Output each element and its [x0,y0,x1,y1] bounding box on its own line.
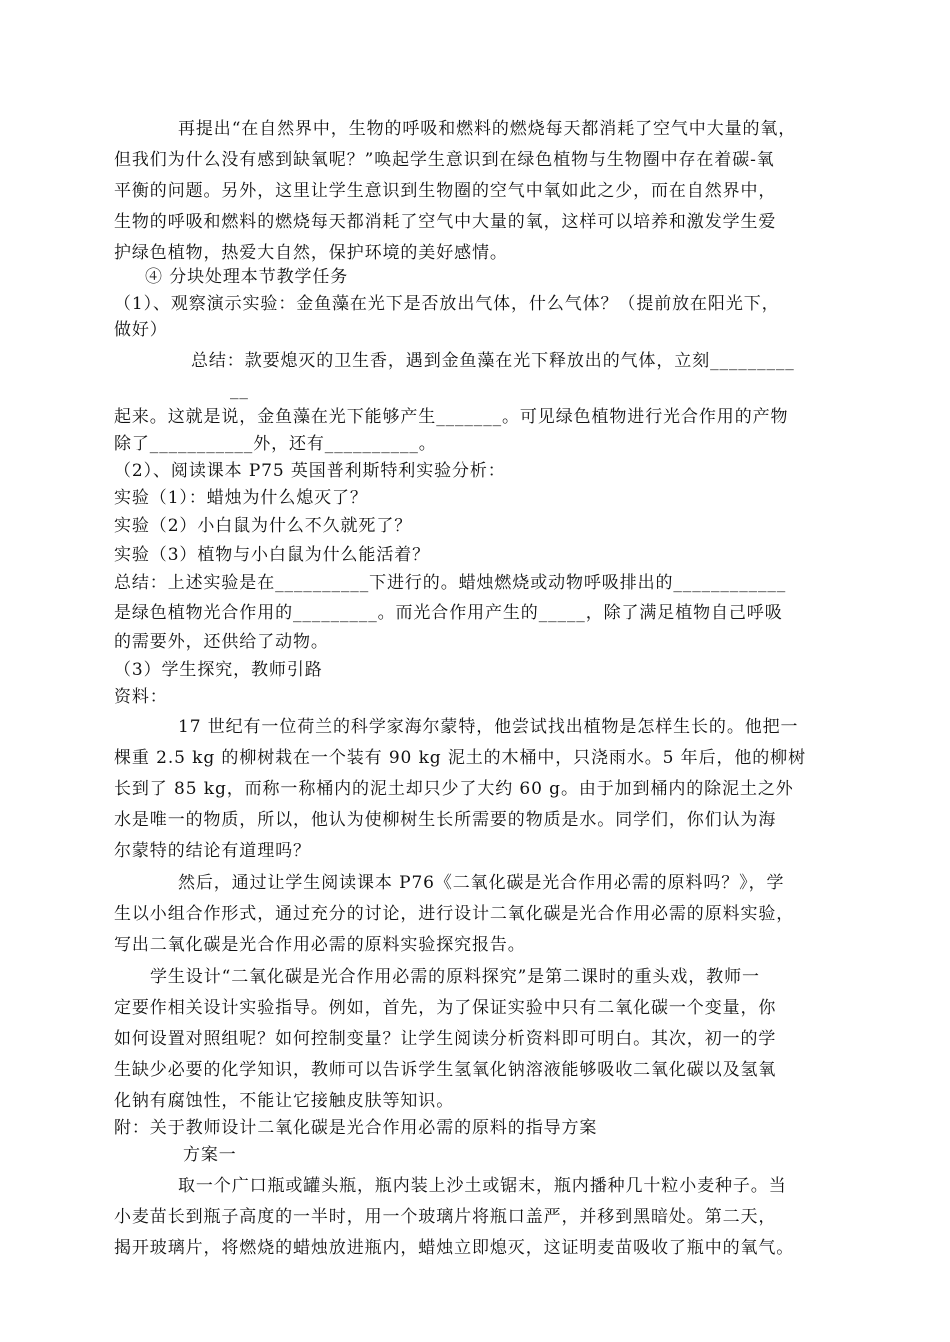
text-line: 护绿色植物，热爱大自然，保护环境的美好感情。 [114,243,508,263]
fill-blank-line: 总结：款要熄灭的卫生香，遇到金鱼藻在光下释放出的气体，立刻_________ [191,351,795,371]
text-line: 但我们为什么没有感到缺氧呢？”唤起学生意识到在绿色植物与生物圈中存在着碳-氧 [114,150,775,170]
text-line: 实验（3）植物与小白鼠为什么能活着？ [114,545,431,565]
text-line: 平衡的问题。另外，这里让学生意识到生物圈的空气中氧如此之少，而在自然界中， [114,181,777,201]
text-line: 揭开玻璃片，将燃烧的蜡烛放进瓶内，蜡烛立即熄灭，这证明麦苗吸收了瓶中的氧气。 [114,1238,795,1258]
text-line: 取一个广口瓶或罐头瓶，瓶内装上沙土或锯末，瓶内播种几十粒小麦种子。当 [178,1176,787,1196]
text-line: 然后，通过让学生阅读课本 P76《二氧化碳是光合作用必需的原料吗？》，学 [178,873,785,893]
text-line: 实验（1）：蜡烛为什么熄灭了？ [114,488,368,508]
fill-blank-line: __ [230,380,249,400]
section-heading: 方案一 [183,1145,237,1165]
text-line: 资料： [114,687,168,707]
text-line: 长到了 85 kg，而称一称桶内的泥土却只少了大约 60 g。由于加到桶内的除泥土之外 [114,779,794,799]
text-line: 定要作相关设计实验指导。例如，首先，为了保证实验中只有二氧化碳一个变量，你 [114,998,777,1018]
fill-blank-line: 除了___________外，还有__________。 [114,434,437,454]
text-line: （1）、观察演示实验：金鱼藻在光下是否放出气体，什么气体？（提前放在阳光下， [114,294,780,314]
text-line: 棵重 2.5 kg 的柳树栽在一个装有 90 kg 泥土的木桶中，只浇雨水。5 年后，他的柳树 [114,748,806,768]
text-line: 水是唯一的物质，所以，他认为使柳树生长所需要的物质是水。同学们，你们认为海 [114,810,777,830]
fill-blank-line: 起来。这就是说，金鱼藻在光下能够产生_______。可见绿色植物进行光合作用的产物 [114,407,789,427]
text-line: 实验（2）小白鼠为什么不久就死了？ [114,516,413,536]
text-line: 学生设计“二氧化碳是光合作用必需的原料探究”是第二课时的重头戏，教师一 [150,967,760,987]
text-line: 尔蒙特的结论有道理吗？ [114,841,311,861]
section-heading: ④ 分块处理本节教学任务 [145,267,349,287]
text-line: 的需要外，还供给了动物。 [114,632,329,652]
text-line: 如何设置对照组呢？如何控制变量？让学生阅读分析资料即可明白。其次，初一的学 [114,1029,777,1049]
section-heading: （2）、阅读课本 P75 英国普利斯特利实验分析： [114,461,506,481]
text-line: 生以小组合作形式，通过充分的讨论，进行设计二氧化碳是光合作用必需的原料实验， [114,904,795,924]
text-line: 生物的呼吸和燃料的燃烧每天都消耗了空气中大量的氧，这样可以培养和激发学生爱 [114,212,777,232]
fill-blank-line: 是绿色植物光合作用的_________。而光合作用产生的_____，除了满足植物自己呼吸 [114,603,783,623]
text-line: 再提出“在自然界中，生物的呼吸和燃料的燃烧每天都消耗了空气中大量的氧， [178,119,797,139]
text-line: 写出二氧化碳是光合作用必需的原料实验探究报告。 [114,935,526,955]
text-line: 做好） [114,320,168,340]
text-line: 17 世纪有一位荷兰的科学家海尔蒙特，他尝试找出植物是怎样生长的。他把一 [178,717,799,737]
section-heading: 附：关于教师设计二氧化碳是光合作用必需的原料的指导方案 [114,1118,598,1138]
text-line: 生缺少必要的化学知识，教师可以告诉学生氢氧化钠溶液能够吸收二氧化碳以及氢氧 [114,1060,777,1080]
fill-blank-line: 总结：上述实验是在__________下进行的。蜡烛燃烧或动物呼吸排出的____________ [114,573,787,593]
text-line: 小麦苗长到瓶子高度的一半时，用一个玻璃片将瓶口盖严，并移到黑暗处。第二天， [114,1207,777,1227]
text-line: 化钠有腐蚀性，不能让它接触皮肤等知识。 [114,1091,455,1111]
section-heading: （3）学生探究，教师引路 [114,660,323,680]
